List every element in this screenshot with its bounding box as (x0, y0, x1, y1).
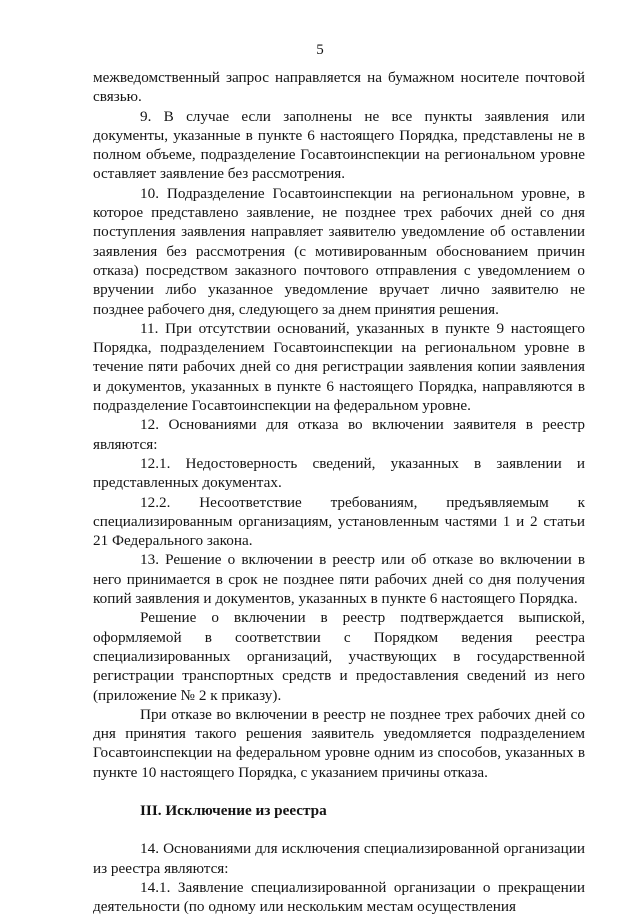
document-body (93, 68, 585, 916)
paragraph-item-14-1: 14.1. Заявление специализированной организации о прекращении деятельности (по одному или нескольким местам осуществления (93, 878, 585, 916)
paragraph-item-13: 13. Решение о включении в реестр или об отказе во включении в него принимается в срок не позднее пяти рабочих дней со дня получения копий заявления и документов, указанных в пункте 6 настоящего Порядка. (93, 551, 585, 608)
section-spacer-top (93, 782, 585, 801)
page-number: 5 (316, 42, 324, 58)
paragraph-item-14: 14. Основаниями для исключения специализированной организации из реестра являются: (93, 840, 585, 877)
section-spacer-bottom (93, 820, 585, 839)
paragraph-continuation: межведомственный запрос направляется на бумажном носителе почтовой связью. (93, 69, 585, 106)
paragraph-item-10: 10. Подразделение Госавтоинспекции на региональном уровне, в которое представлено заявление, не позднее трех рабочих дней со дня поступления заявления направляет заявителю уведомление об оставлении заявления без рассмотрения (с мотивированным обоснованием причин отказа) посредством заказного почтового отправления с уведомлением о вручении либо указанное уведомление вручает лично заявителю не позднее рабочего дня, следующего за днем принятия решения. (93, 184, 585, 318)
paragraph-item-9: 9. В случае если заполнены не все пункты заявления или документы, указанные в пункте 6 настоящего Порядка, представлены не в полном объеме, подразделение Госавтоинспекции на региональном уровне оставляет заявление без рассмотрения. (93, 107, 585, 183)
paragraph-item-12-1: 12.1. Недостоверность сведений, указанных в заявлении и представленных документах. (93, 454, 585, 492)
paragraph-item-12: 12. Основаниями для отказа во включении заявителя в реестр являются: (93, 416, 585, 453)
paragraph-item-11: 11. При отсутствии оснований, указанных в пункте 9 настоящего Порядка, подразделением Госавтоинспекции на региональном уровне в течение пяти рабочих дней со дня регистрации заявления копии заявления и документов, указанных в пункте 6 настоящего Порядка, направляются в подразделение Госавтоинспекции на федеральном уровне. (93, 319, 585, 415)
section-heading: III. Исключение из реестра (140, 801, 327, 819)
paragraph-refusal-notice: При отказе во включении в реестр не позднее трех рабочих дней со дня принятия такого решения заявитель уведомляется подразделением Госавтоинспекции на федеральном уровне одним из способов, указанных в пункте 10 настоящего Порядка, с указанием причины отказа. (93, 705, 585, 781)
paragraph-decision-confirmation: Решение о включении в реестр подтверждается выпиской, оформляемой в соответствии с Порядком ведения реестра специализированных организаций, участвующих в государственной регистрации транспортных средств и предоставления сведений из него (приложение № 2 к приказу). (93, 609, 585, 704)
paragraph-item-12-2: 12.2. Несоответствие требованиям, предъявляемым к специализированным организациям, установленным частями 1 и 2 статьи 21 Федерального закона. (93, 493, 585, 550)
